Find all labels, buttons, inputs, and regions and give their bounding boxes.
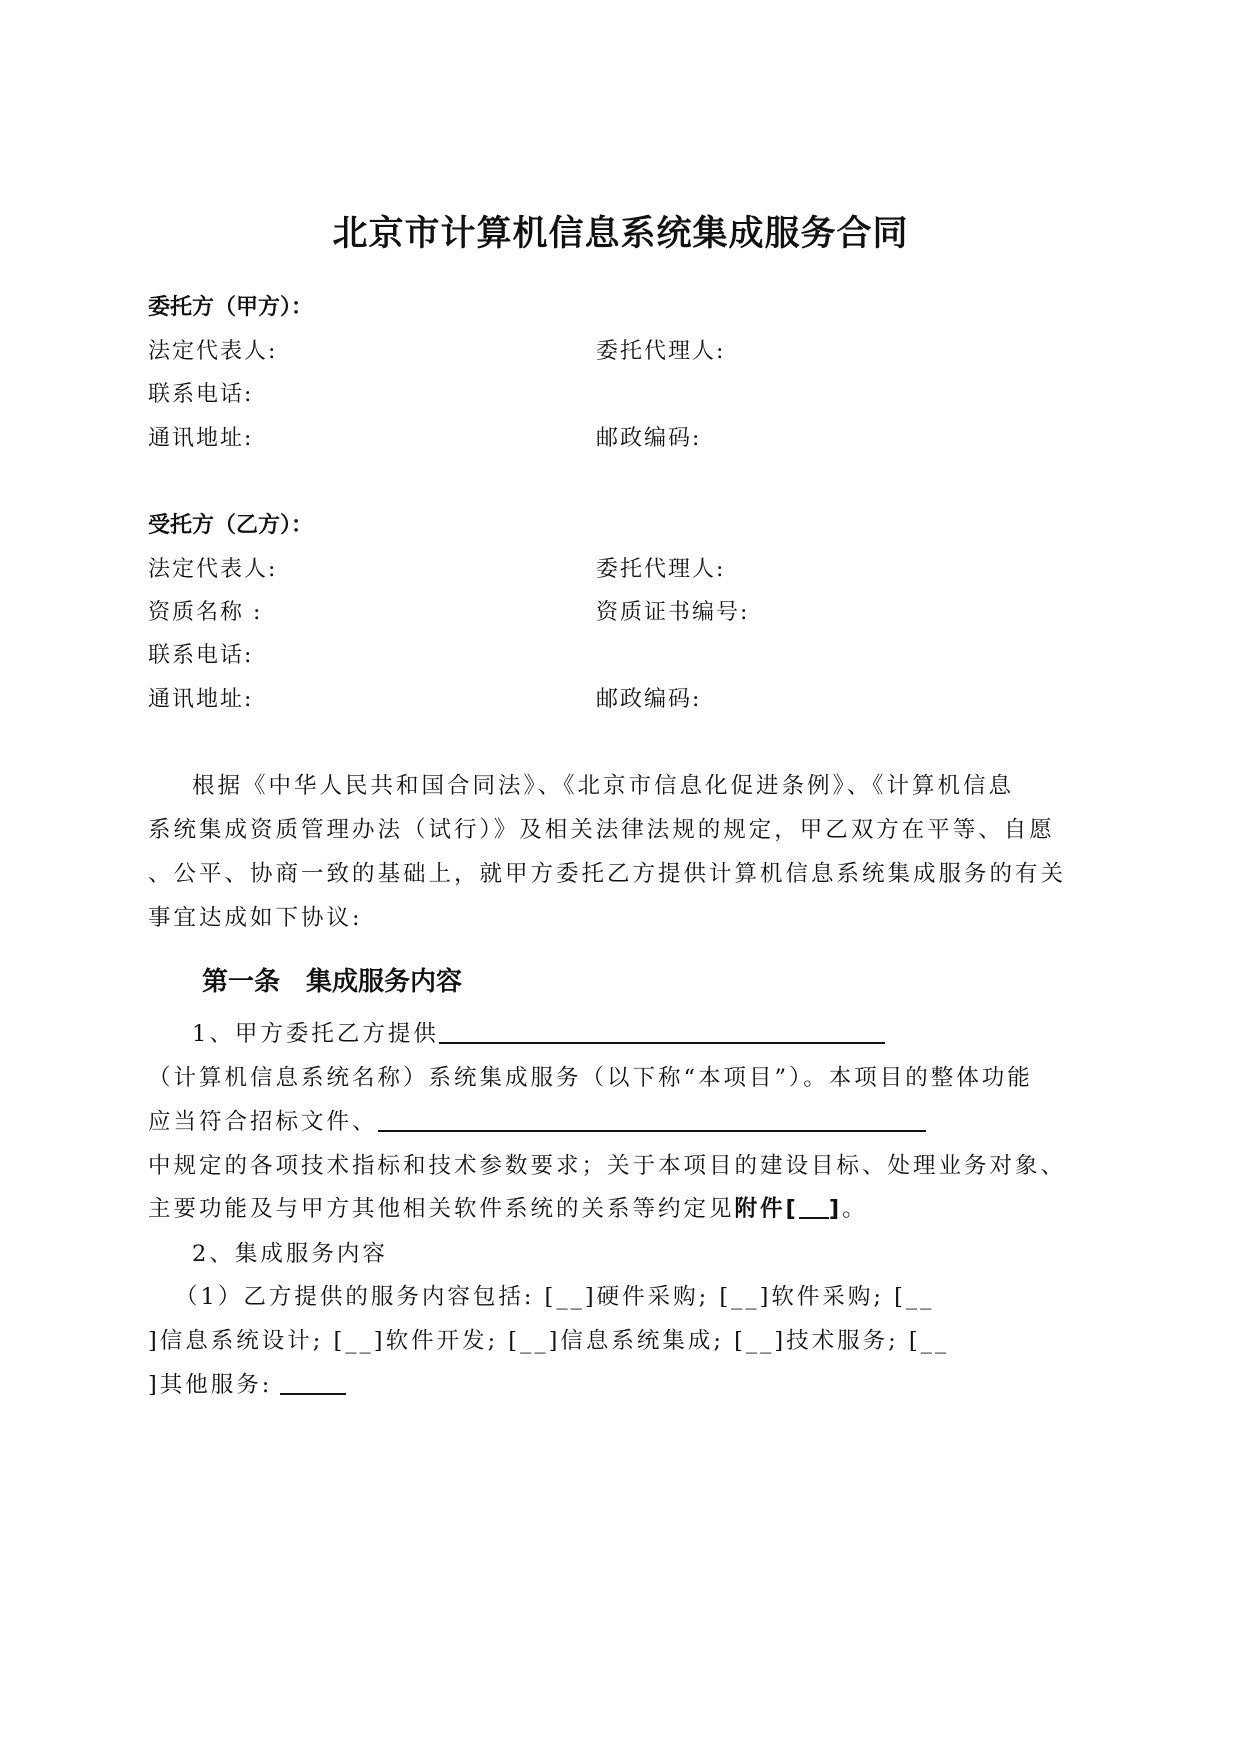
system-name-blank [439, 1020, 885, 1044]
party-b-qualification-name: 资质名称 : [148, 600, 263, 625]
party-b-phone: 联系电话: [148, 643, 254, 668]
service-options-line: （1）乙方提供的服务内容包括: [__]硬件采购; [__]软件采购; [__ [175, 1284, 935, 1310]
preamble-line: 根据《中华人民共和国合同法》、《北京市信息化促进条例》、《计算机信息 [192, 773, 1015, 799]
article-1-line [148, 1104, 926, 1136]
article-1-line [148, 1191, 868, 1223]
article-1-item-1 [192, 1016, 885, 1048]
item-1-text: 1、甲方委托乙方提供 [192, 1021, 439, 1047]
party-a-heading: 委托方（甲方）： [148, 295, 314, 320]
party-b-address: 通讯地址: [148, 687, 254, 712]
tender-document-blank [378, 1108, 926, 1132]
party-a-postcode: 邮政编码: [596, 426, 702, 451]
party-a-address: 通讯地址: [148, 426, 254, 451]
service-options-line: ]信息系统设计; [__]软件开发; [__]信息系统集成; [__]技术服务; [__ [148, 1328, 950, 1354]
party-b-agent: 委托代理人: [596, 557, 726, 582]
line-3-text: 应当符合招标文件、 [148, 1109, 378, 1135]
article-1-item-2: 2、集成服务内容 [192, 1241, 388, 1267]
other-services-blank [280, 1371, 346, 1395]
article-1-line: （计算机信息系统名称）系统集成服务（以下称“本项目”）。本项目的整体功能 [148, 1065, 1033, 1091]
party-a-phone: 联系电话: [148, 382, 254, 407]
attachment-bracket: [ ] [785, 1196, 843, 1222]
article-1-line: 中规定的各项技术指标和技术参数要求；关于本项目的建设目标、处理业务对象、 [148, 1153, 1067, 1179]
other-services-text: ]其他服务: [148, 1372, 273, 1398]
preamble-line: 系统集成资质管理办法（试行）》及相关法律法规的规定，甲乙双方在平等、自愿 [148, 817, 1055, 843]
party-b-postcode: 邮政编码: [596, 687, 702, 712]
line-5-end: 。 [842, 1196, 868, 1222]
article-1-heading: 第一条 集成服务内容 [202, 967, 463, 997]
line-5-text: 主要功能及与甲方其他相关软件系统的关系等约定见 [148, 1196, 735, 1222]
attachment-label: 附件 [734, 1196, 786, 1222]
party-a-legal-rep: 法定代表人: [148, 339, 278, 364]
party-a-agent: 委托代理人: [596, 339, 726, 364]
party-b-qualification-cert: 资质证书编号: [596, 600, 750, 625]
preamble-line: 、公平、协商一致的基础上，就甲方委托乙方提供计算机信息系统集成服务的有关 [148, 861, 1067, 887]
attachment-number-blank [799, 1199, 829, 1219]
preamble-line: 事宜达成如下协议: [148, 905, 363, 931]
document-title: 北京市计算机信息系统集成服务合同 [332, 214, 909, 254]
party-b-heading: 受托方（乙方）： [148, 513, 314, 538]
service-options-line [148, 1367, 346, 1399]
party-b-legal-rep: 法定代表人: [148, 557, 278, 582]
